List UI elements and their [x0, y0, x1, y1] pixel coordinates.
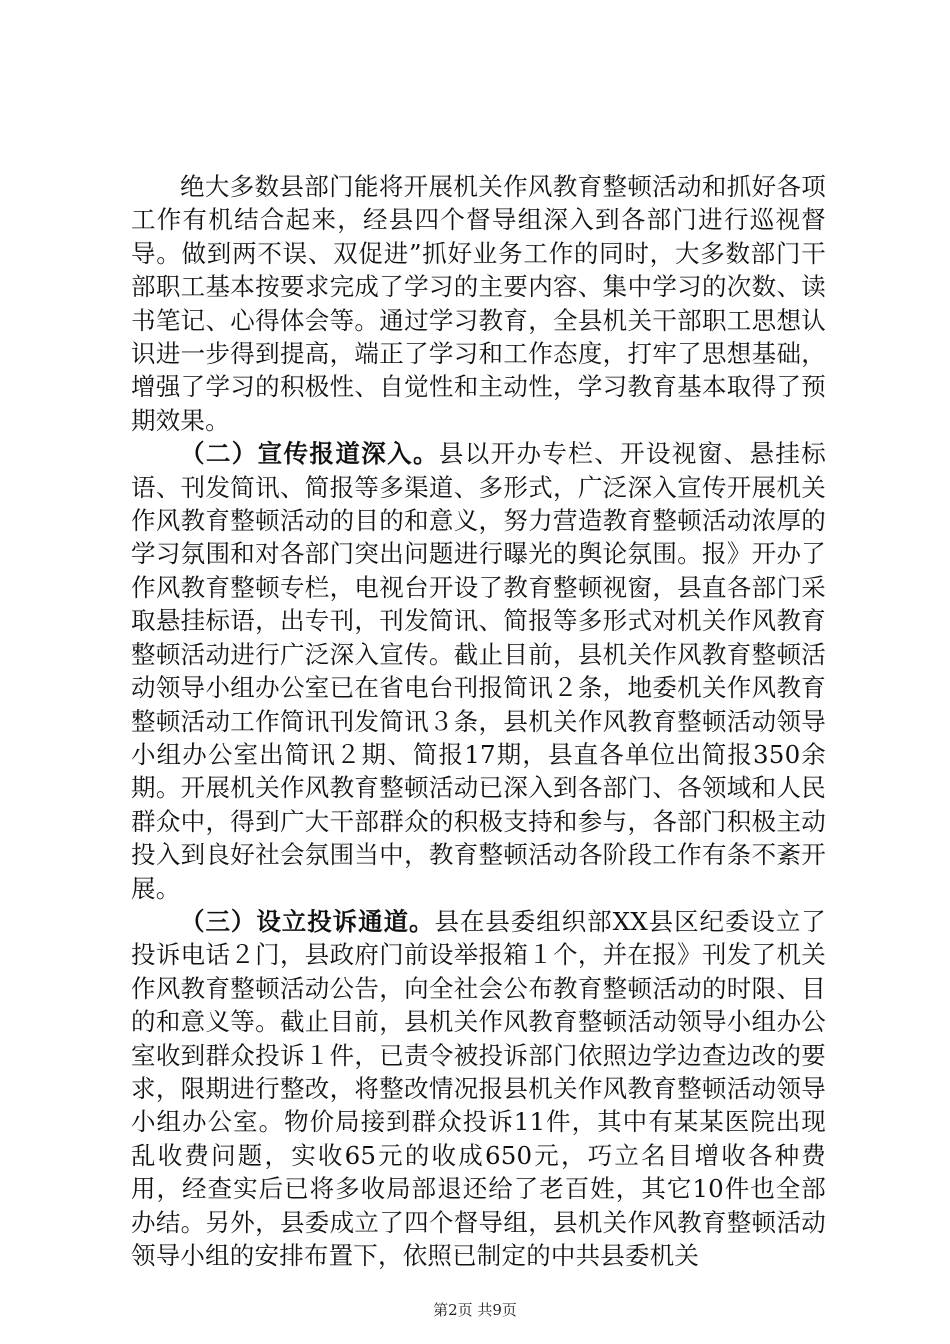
paragraph-learning-results — [131, 170, 826, 437]
paragraph-complaint-channel — [131, 905, 826, 1272]
paragraph-heading: （三）设立投诉通道。 — [180, 906, 435, 936]
document-body — [131, 170, 826, 1272]
paragraph-text: 县以开办专栏、开设视窗、悬挂标语、刊发简讯、简报等多渠道、多形式，广泛深入宣传开展机关作风教育整顿活动的目的和意义，努力营造教育整顿活动浓厚的学习氛围和对各部门突出问题进行曝光的舆论氛围。报》开办了作风教育整顿专栏，电视台开设了教育整顿视窗，县直各部门采取悬挂标语，出专刊，刊发简讯、简报等多形式对机关作风教育整顿活动进行广泛深入宣传。截止目前，县机关作风教育整顿活动领导小组办公室已在省电台刊报简讯２条，地委机关作风教育整顿活动工作简讯刊发简讯３条，县机关作风教育整顿活动领导小组办公室出简讯２期、简报17期，县直各单位出简报350余期。开展机关作风教育整顿活动已深入到各部门、各领域和人民群众中，得到广大干部群众的积极支持和参与，各部门积极主动投入到良好社会氛围当中，教育整顿活动各阶段工作有条不紊开展。 — [131, 439, 826, 903]
paragraph-heading: （二）宣传报道深入。 — [180, 439, 439, 469]
paragraph-text: 县在县委组织部XX县区纪委设立了投诉电话２门，县政府门前设举报箱１个，并在报》刊发了机关作风教育整顿活动公告，向全社会公布教育整顿活动的时限、目的和意义等。截止目前，县机关作风教育整顿活动领导小组办公室收到群众投诉１件，已责令被投诉部门依照边学边查边改的要求，限期进行整改，将整改情况报县机关作风教育整顿活动领导小组办公室。物价局接到群众投诉11件，其中有某某医院出现乱收费问题，实收65元的收成650元，巧立名目增收各种费用，经查实后已将多收局部退还给了老百姓，其它10件也全部办结。另外，县委成立了四个督导组，县机关作风教育整顿活动领导小组的安排布置下，依照已制定的中共县委机关 — [131, 906, 826, 1270]
paragraph-publicity — [131, 437, 826, 905]
paragraph-text: 绝大多数县部门能将开展机关作风教育整顿活动和抓好各项工作有机结合起来，经县四个督导组深入到各部门进行巡视督导。做到两不误、双促进”抓好业务工作的同时，大多数部门干部职工基本按要求完成了学习的主要内容、集中学习的次数、读书笔记、心得体会等。通过学习教育，全县机关干部职工思想认识进一步得到提高，端正了学习和工作态度，打牢了思想基础，增强了学习的积极性、自觉性和主动性，学习教育基本取得了预期效果。 — [131, 172, 826, 435]
page-number-footer: 第2页 共9页 — [433, 1301, 517, 1319]
